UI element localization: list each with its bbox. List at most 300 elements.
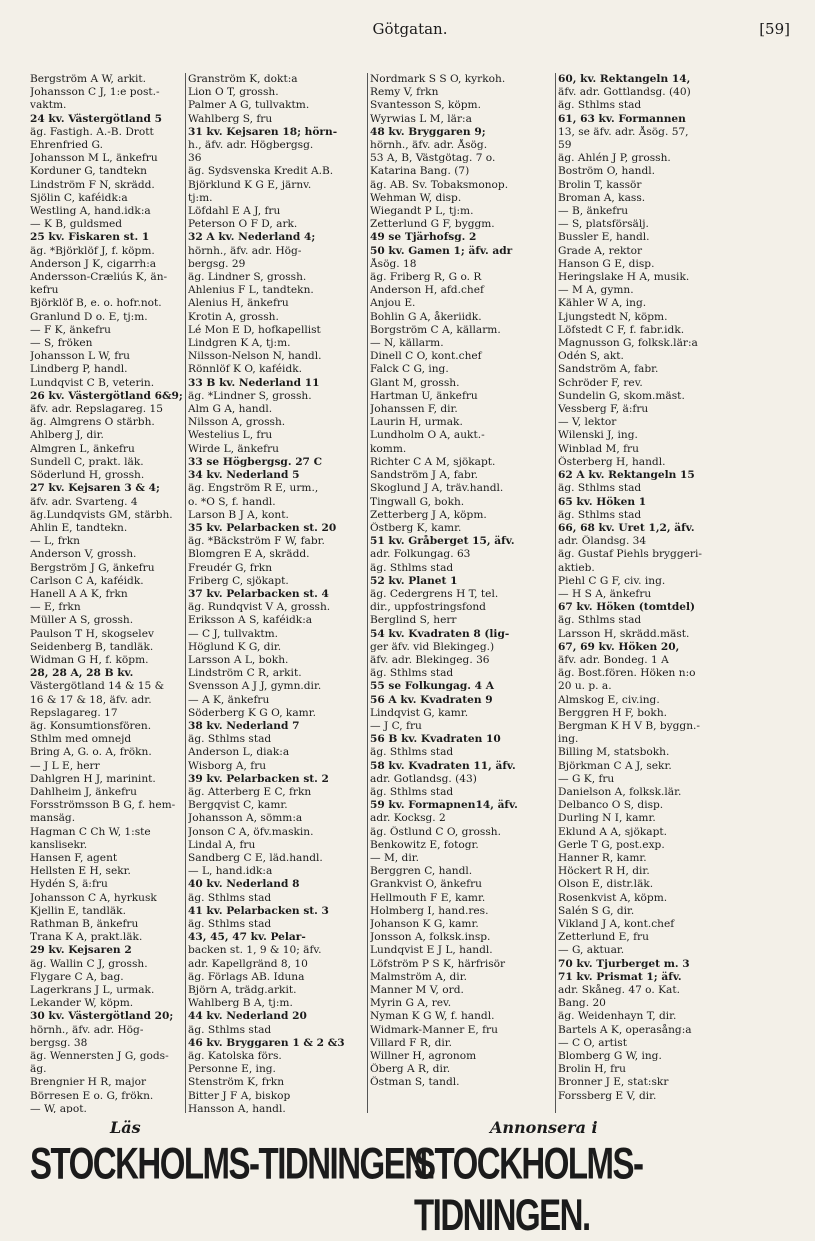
directory-entry: Lekander W, köpm. [30,997,134,1010]
advertisement-footer [30,1118,790,1240]
directory-entry: Wahlberg S, fru [188,112,273,125]
directory-entry: 49 se Tjärhofsg. 2 [370,231,477,244]
directory-entry: 58 kv. Kvadraten 11, äfv. [370,759,516,772]
directory-entry: Sandberg C E, läd.handl. [188,851,323,864]
directory-entry: äg. Sthlms stad [370,667,454,680]
directory-entry: Lé Mon E D, hofkapellist [188,323,321,336]
directory-entry: adr. Skåneg. 47 o. Kat. [558,984,680,997]
directory-entry: adr. Gotlandsg. (43) [370,772,477,785]
directory-entry: Wahlberg B A, tj:m. [188,997,293,1010]
directory-entry: äg. Sthlms stad [370,746,454,759]
directory-entry: 13, se äfv. adr. Åsög. 57, [558,125,689,138]
directory-entry: 32 A kv. Nederland 4; [188,231,316,244]
directory-entry: äg. Ahlén J P, grossh. [558,152,671,165]
directory-entry: Larsson H, skrädd.mäst. [558,627,690,640]
directory-entry: Österberg H, handl. [558,455,666,468]
directory-entry: komm. [370,442,407,455]
directory-entry: Bronner J E, stat:skr [558,1076,669,1089]
directory-entry: Brolin H, fru [558,1063,626,1076]
directory-entry: Johanson K G, kamr. [370,918,479,930]
directory-entry: — B, änkefru [558,205,629,218]
directory-entry: backen st. 1, 9 & 10; äfv. [188,944,322,957]
directory-entry: 67, 69 kv. Höken 20, [558,640,680,653]
directory-entry: — H S A, änkefru [558,587,652,600]
directory-entry: 61, 63 kv. Formannen [558,112,686,125]
directory-entry: 26 kv. Västergötland 6&9; [30,389,183,402]
directory-entry: 16 & 17 & 18, äfv. adr. [30,693,152,706]
directory-entry: Winblad M, fru [558,442,639,455]
directory-entry: Hanell A A K, frkn [30,587,128,600]
directory-entry: Laurin H, urmak. [370,416,463,429]
directory-entry: Borgström C A, källarm. [370,323,501,336]
directory-entry: Holmberg I, hand.res. [370,904,489,917]
directory-entry: mansäg. [30,812,76,825]
directory-entry: Larsson A L, bokh. [188,653,289,666]
directory-entry: adr. Kocksg. 2 [370,812,446,825]
directory-entry: äg. *Björklöf J, f. köpm. [30,244,155,257]
directory-entry: Blomgren E A, skrädd. [188,548,310,561]
directory-entry: Remy V, frkn [370,86,439,99]
directory-entry: Forsströmsson B G, f. hem- [30,799,176,812]
directory-entry: Lindberg P, handl. [30,363,128,376]
directory-entry: — L, hand.idk:a [188,865,273,878]
directory-entry: Hellmouth F E, kamr. [370,891,486,904]
directory-entry: Höglund K G, dir. [188,640,282,653]
directory-entry: äg. Konsumtionsfören. [30,719,152,732]
directory-entry: Löfdahl E A J, fru [188,205,281,218]
directory-entry: äg. Engström R E, urm., [188,482,319,495]
directory-entry: 20 u. p. a. [558,680,612,693]
directory-entry: 44 kv. Nederland 20 [188,1010,307,1023]
directory-entry: äg. Sthlms stad [558,482,642,495]
directory-entry: 34 kv. Nederland 5 [188,469,300,482]
directory-entry: Manner M V, ord. [370,984,464,997]
directory-entry: 25 kv. Fiskaren st. 1 [30,231,150,244]
directory-entry: 71 kv. Prismat 1; äfv. [558,970,682,983]
directory-entry: Höckert R H, dir. [558,865,650,878]
directory-entry: Freudér G, frkn [188,561,273,574]
directory-entry: Bartels A K, operasång:a [558,1023,692,1036]
directory-entry: 50 kv. Gamen 1; äfv. adr [370,244,513,257]
directory-entry: Rosenkvist A, köpm. [558,891,668,904]
directory-entry: äg. Sthlms stad [370,561,454,574]
directory-entry: Östman S, tandl. [370,1076,460,1089]
directory-entry: äg. Lindner S, grossh. [188,271,307,284]
directory-entry: Flygare C A, bag. [30,970,124,983]
column-3 [370,73,554,1113]
directory-entry: vaktm. [30,99,67,112]
directory-entry: Durling N I, kamr. [558,812,656,825]
directory-entry: Sjölin C, kaféidk:a [30,191,128,204]
directory-entry: Benkowitz E, fotogr. [370,838,479,851]
directory-entry: — L, frkn [30,535,80,548]
directory-entry: Anderson H, afd.chef [370,284,484,297]
column-2 [188,73,366,1113]
directory-entry: äg. Rundqvist V A, grossh. [188,601,331,614]
directory-entry: Bang. 20 [558,997,606,1010]
directory-entry: äg. *Bäckström F W, fabr. [188,535,325,548]
directory-entry: Kähler W A, ing. [558,297,647,310]
directory-entry: Anderson L, diak:a [188,746,290,759]
directory-entry: Bergström A W, arkit. [30,73,147,85]
directory-entry: Bergman K H V B, byggn.- [558,719,700,732]
directory-entry: 70 kv. Tjurberget m. 3 [558,957,690,970]
directory-entry: Wehman W, disp. [370,191,462,204]
directory-entry: — J L E, herr [30,759,100,772]
directory-entry: Krotin A, grossh. [188,310,279,323]
directory-entry: äg. [30,1063,47,1076]
directory-entry: Brengnier H R, major [30,1076,147,1089]
directory-entry: 66, 68 kv. Uret 1,2, äfv. [558,521,695,534]
directory-entry: 36 [188,152,202,165]
newspaper-ad-right: STOCKHOLMS-TIDNINGEN. [414,1138,643,1240]
directory-entry: Börresen E o. G, frökn. [30,1089,154,1102]
directory-entry: Jonsson A, folksk.insp. [370,931,491,944]
directory-entry: Hartman U, änkefru [370,389,478,402]
column-divider [555,73,556,1113]
directory-entry: 41 kv. Pelarbacken st. 3 [188,904,329,917]
slogan-advertise: Annonsera i [490,1118,598,1137]
directory-entry: Odén S, akt. [558,350,624,363]
directory-entry: — W, apot. [30,1102,87,1113]
directory-entry: bergsg. 29 [188,257,246,270]
newspaper-ad-left: STOCKHOLMS-TIDNINGEN. [30,1138,435,1188]
directory-entry: Berggren C, handl. [370,865,473,878]
directory-entry: Lagerkrans J L, urmak. [30,984,155,997]
directory-entry: Willner H, agronom [370,1050,477,1063]
directory-entry: Hansson A, handl. [188,1102,286,1113]
directory-entry: Wisborg A, fru [188,759,267,772]
column-divider [185,73,186,1113]
directory-entry: Vikland J A, kont.chef [558,918,675,930]
directory-entry: 51 kv. Gråberget 15, äfv. [370,535,515,548]
directory-entry: Glant M, grossh. [370,376,460,389]
directory-entry: Anderson J K, cigarrh:a [30,257,157,270]
directory-entry: Personne E, ing. [188,1063,276,1076]
directory-entry: hörnh., äfv. adr. Hög- [30,1023,144,1036]
directory-entry: Heringslake H A, musik. [558,271,690,284]
directory-entry: 46 kv. Bryggaren 1 & 2 &3 [188,1036,345,1049]
directory-entry: äfv. adr. Repslagareg. 15 [30,403,164,416]
directory-entry: Danielson A, folksk.lär. [558,785,682,798]
directory-entry: Peterson O F D, ark. [188,218,298,231]
directory-entry: Granström K, dokt:a [188,73,298,85]
directory-entry: 48 kv. Bryggaren 9; [370,125,486,138]
directory-entry: Löfström P S K, härfrisör [370,957,506,970]
directory-entry: Dahlheim J, änkefru [30,785,137,798]
directory-entry: Berglind S, herr [370,614,457,627]
directory-entry: Söderlund H, grossh. [30,469,145,482]
directory-entry: Nilsson A, grossh. [188,416,286,429]
column-1 [30,73,184,1113]
directory-entry: Forssberg E V, dir. [558,1089,657,1102]
directory-entry: Björkman C A J, sekr. [558,759,672,772]
directory-entry: Ahlberg J, dir. [30,429,104,442]
directory-entry: Bitter J F A, biskop [188,1089,291,1102]
directory-entry: äg. Almgrens O stärbh. [30,416,155,429]
directory-entry: — M A, gymn. [558,284,634,297]
directory-entry: 43, 45, 47 kv. Pelar- [188,931,306,944]
directory-entry: — F K, änkefru [30,323,111,336]
directory-entry: Alenius H, änkefru [188,297,289,310]
directory-entry: tj:m. [188,191,213,204]
directory-entry: äfv. adr. Blekingeg. 36 [370,653,490,666]
directory-entry: Hansen F, agent [30,851,118,864]
directory-entry: Lindgren K A, tj:m. [188,337,291,350]
directory-entry: 40 kv. Nederland 8 [188,878,300,891]
directory-entry: Johansson L W, fru [30,350,131,363]
directory-entry: Billing M, statsbokh. [558,746,670,759]
directory-entry: hörnh., äfv. adr. Hög- [188,244,302,257]
directory-entry: kanslisekr. [30,838,88,851]
directory-entry: — G K, fru [558,772,615,785]
page-number: [59] [759,20,790,38]
directory-entry: Olson E, distr.läk. [558,878,654,891]
directory-entry: Zetterlund E, fru [558,931,649,944]
directory-entry: äg. Sthlms stad [188,891,272,904]
directory-entry: Anderson V, grossh. [30,548,137,561]
directory-entry: 27 kv. Kejsaren 3 & 4; [30,482,160,495]
page-header [30,20,790,42]
column-4 [558,73,795,1113]
directory-entry: äg. Sthlms stad [188,918,272,930]
directory-entry: ing. [558,733,579,746]
directory-entry: Müller A S, grossh. [30,614,134,627]
directory-entry: 65 kv. Höken 1 [558,495,647,508]
directory-entry: äg. Cedergrens H T, tel. [370,587,499,600]
directory-entry: Villard F R, dir. [370,1036,453,1049]
directory-entry: Grade A, rektor [558,244,643,257]
directory-entry: äg. Wallin C J, grossh. [30,957,148,970]
directory-entry: äg. Sthlms stad [370,785,454,798]
directory-entry: Wiegandt P L, tj:m. [370,205,474,218]
directory-entry: 39 kv. Pelarbacken st. 2 [188,772,329,785]
directory-entry: Lundholm O A, aukt.- [370,429,485,442]
directory-entry: Dahlgren H J, marinint. [30,772,156,785]
directory-entry: Sandström A, fabr. [558,363,659,376]
directory-entry: Hanson G E, disp. [558,257,655,270]
directory-entry: 33 B kv. Nederland 11 [188,376,320,389]
directory-entry: 52 kv. Planet 1 [370,574,458,587]
directory-entry: Johansson M L, änkefru [30,152,158,165]
directory-entry: 30 kv. Västergötland 20; [30,1010,174,1023]
directory-entry: Westelius L, fru [188,429,273,442]
directory-entry: o. *O S, f. handl. [188,495,276,508]
directory-entry: Delbanco O S, disp. [558,799,664,812]
directory-entry: Vessberg F, ä:fru [558,403,649,416]
directory-entry: Björn A, trädg.arkit. [188,984,297,997]
directory-entry: Lundqvist E J L, handl. [370,944,493,957]
directory-entry: Andersson-Cræliús K, än- [30,271,168,284]
directory-entry: Björklund K G E, järnv. [188,178,312,191]
directory-entry: Bussler E, handl. [558,231,650,244]
directory-entry: — S, platsförsälj. [558,218,649,231]
directory-entry: dir., uppfostringsfond [370,601,486,614]
directory-entry: Palmer A G, tullvaktm. [188,99,310,112]
directory-entry: Hanner R, kamr. [558,851,647,864]
directory-entry: adr. Folkungag. 63 [370,548,471,561]
directory-entry: Bergqvist C, kamr. [188,799,288,812]
directory-entry: Svantesson S, köpm. [370,99,481,112]
directory-entry: Falck C G, ing. [370,363,449,376]
directory-entry: — C J, tullvaktm. [188,627,279,640]
directory-entry: äfv. adr. Bondeg. 1 A [558,653,669,666]
directory-entry: äfv. adr. Gottlandsg. (40) [558,86,691,99]
directory-entry: äfv. adr. Svarteng. 4 [30,495,138,508]
directory-entry: Anjou E. [370,297,416,310]
directory-entry: Hydén S, ä:fru [30,878,108,891]
directory-entry: äg. Gustaf Piehls bryggeri- [558,548,702,561]
directory-entry: Sundelin G, skom.mäst. [558,389,685,402]
directory-entry: Johansson C A, hyrkusk [30,891,157,904]
directory-entry: äg. Atterberg E C, frkn [188,785,312,798]
directory-entry: Larson B J A, kont. [188,508,289,521]
directory-entry: Löfstedt C F, f. fabr.idk. [558,323,685,336]
directory-entry: Almgren L, änkefru [30,442,135,455]
directory-entry: Blomberg G W, ing. [558,1050,662,1063]
directory-entry: Hagman C Ch W, 1:ste [30,825,151,838]
directory-entry: Ehrenfried G. [30,139,103,152]
directory-entry: Boström O, handl. [558,165,656,178]
directory-entry: äg. Fastigh. A.-B. Drott [30,125,154,138]
directory-entry: Zetterberg J A, köpm. [370,508,487,521]
directory-entry: Richter C A M, sjökapt. [370,455,496,468]
directory-entry: Eriksson A S, kaféidk:a [188,614,313,627]
directory-entry: Gerle T G, post.exp. [558,838,665,851]
directory-entry: 35 kv. Pelarbacken st. 20 [188,521,337,534]
directory-entry: Wyrwias L M, lär:a [370,112,472,125]
directory-entry: Hellsten E H, sekr. [30,865,131,878]
directory-entry: adr. Kapellgränd 8, 10 [188,957,308,970]
directory-entry: Sthlm med omnejd [30,733,132,746]
directory-entry: Nyman K G W, f. handl. [370,1010,495,1023]
directory-entry: äg.Lundqvists GM, stärbh. [30,508,173,521]
directory-entry: Bergström J G, änkefru [30,561,155,574]
directory-entry: Widman G H, f. köpm. [30,653,149,666]
directory-entry: äg. AB. Sv. Tobaksmonop. [370,178,509,191]
directory-entry: Alm G A, handl. [188,403,273,416]
directory-entry: äg. Friberg R, G o. R [370,271,482,284]
directory-entry: äg. Sthlms stad [558,614,642,627]
directory-entry: — K B, guldsmed [30,218,123,231]
directory-entry: äg. Förlags AB. Iduna [188,970,305,983]
directory-entry: Magnusson G, folksk.lär:a [558,337,698,350]
directory-entry: hörnh., äfv. adr. Åsög. [370,139,488,152]
directory-entry: 59 kv. Formapnen14, äfv. [370,799,518,812]
directory-entry: Piehl C G F, civ. ing. [558,574,666,587]
directory-entry: Åsög. 18 [370,257,417,270]
directory-entry: — V, lektor [558,416,617,429]
directory-entry: Lindström C R, arkit. [188,667,302,680]
directory-entry: Rathman B, änkefru [30,918,139,930]
directory-entry: äg. Sthlms stad [188,733,272,746]
directory-entry: 59 [558,139,572,152]
directory-entry: — J C, fru [370,719,422,732]
directory-entry: — N, källarm. [370,337,444,350]
directory-entry: Ljungstedt N, köpm. [558,310,668,323]
directory-entry: äg. Sthlms stad [558,508,642,521]
directory-entry: Svensson A J J, gymn.dir. [188,680,322,693]
directory-entry: Västergötland 14 & 15 & [30,680,165,693]
slogan-read: Läs [110,1118,141,1137]
directory-entry: Almskog E, civ.ing. [558,693,660,706]
directory-entry: h., äfv. adr. Högbergsg. [188,139,314,152]
directory-entry: Eklund A A, sjökapt. [558,825,667,838]
directory-entry: äg. Bost.fören. Höken n:o [558,667,696,680]
directory-entry: Friberg C, sjökapt. [188,574,289,587]
directory-entry: Sandström J A, fabr. [370,469,479,482]
directory-entry: Lundqvist C B, veterin. [30,376,155,389]
directory-entry: 62 A kv. Rektangeln 15 [558,469,695,482]
column-divider [367,73,368,1113]
directory-entry: Bring A, G. o. A, frökn. [30,746,152,759]
directory-entry: 33 se Högbergsg. 27 C [188,455,323,468]
directory-entry: Lindal A, fru [188,838,256,851]
directory-entry: Nordmark S S O, kyrkoh. [370,73,506,85]
directory-entry: — S, fröken [30,337,93,350]
directory-entry: Wilenski J, ing. [558,429,638,442]
directory-entry: 67 kv. Höken (tomtdel) [558,601,696,614]
directory-entry: äg. Weidenhayn T, dir. [558,1010,677,1023]
directory-entry: Malmström A, dir. [370,970,467,983]
directory-entry: 29 kv. Kejsaren 2 [30,944,132,957]
directory-entry: Lindström F N, skrädd. [30,178,155,191]
directory-entry: Paulson T H, skogselev [30,627,154,640]
directory-entry: Trana K A, prakt.läk. [30,931,143,944]
directory-entry: Westling A, hand.idk:a [30,205,151,218]
directory-entry: Carlson C A, kaféidk. [30,574,144,587]
directory-entry: Salén S G, dir. [558,904,635,917]
directory-columns [30,73,795,1113]
directory-entry: Skoglund J A, träv.handl. [370,482,504,495]
directory-entry: aktieb. [558,561,595,574]
directory-entry: Granlund D o. E, tj:m. [30,310,148,323]
directory-entry: Ahlin E, tandtekn. [30,521,128,534]
directory-entry: 31 kv. Kejsaren 18; hörn- [188,125,338,138]
directory-entry: Wirde L, änkefru [188,442,279,455]
directory-entry: Östberg K, kamr. [370,521,462,534]
directory-entry: — G, aktuar. [558,944,625,957]
directory-entry: Kjellin E, tandläk. [30,904,126,917]
directory-entry: 38 kv. Nederland 7 [188,719,300,732]
directory-entry: Sundell C, prakt. läk. [30,455,144,468]
directory-entry: äg. Sthlms stad [558,99,642,112]
directory-entry: Lindqvist G, kamr. [370,706,469,719]
directory-entry: Söderberg K G O, kamr. [188,706,316,719]
directory-entry: kefru [30,284,59,297]
directory-entry: Dinell C O, kont.chef [370,350,482,363]
directory-entry: 54 kv. Kvadraten 8 (lig- [370,627,510,640]
directory-entry: Nilsson-Nelson N, handl. [188,350,322,363]
directory-entry: äg. Sydsvenska Kredit A.B. [188,165,334,178]
directory-entry: — C O, artist [558,1036,627,1049]
directory-entry: 56 B kv. Kvadraten 10 [370,733,501,746]
directory-entry: Berggren H F, bokh. [558,706,668,719]
directory-entry: 53 A, B, Västgötag. 7 o. [370,152,496,165]
directory-entry: äg. Wennersten J G, gods- [30,1050,169,1063]
directory-entry: bergsg. 38 [30,1036,88,1049]
directory-entry: Johansson A, sömm:a [188,812,303,825]
directory-entry: Jonson C A, öfv.maskin. [188,825,314,838]
directory-entry: Lion O T, grossh. [188,86,279,99]
page-title: Götgatan. [372,20,448,38]
directory-entry: 56 A kv. Kvadraten 9 [370,693,493,706]
directory-entry: Öberg A R, dir. [370,1063,451,1076]
directory-entry: 24 kv. Västergötland 5 [30,112,162,125]
directory-entry: Widmark-Manner E, fru [370,1023,498,1036]
directory-entry: 60, kv. Rektangeln 14, [558,73,691,85]
directory-entry: Bohlin G A, åkeriidk. [370,310,482,323]
